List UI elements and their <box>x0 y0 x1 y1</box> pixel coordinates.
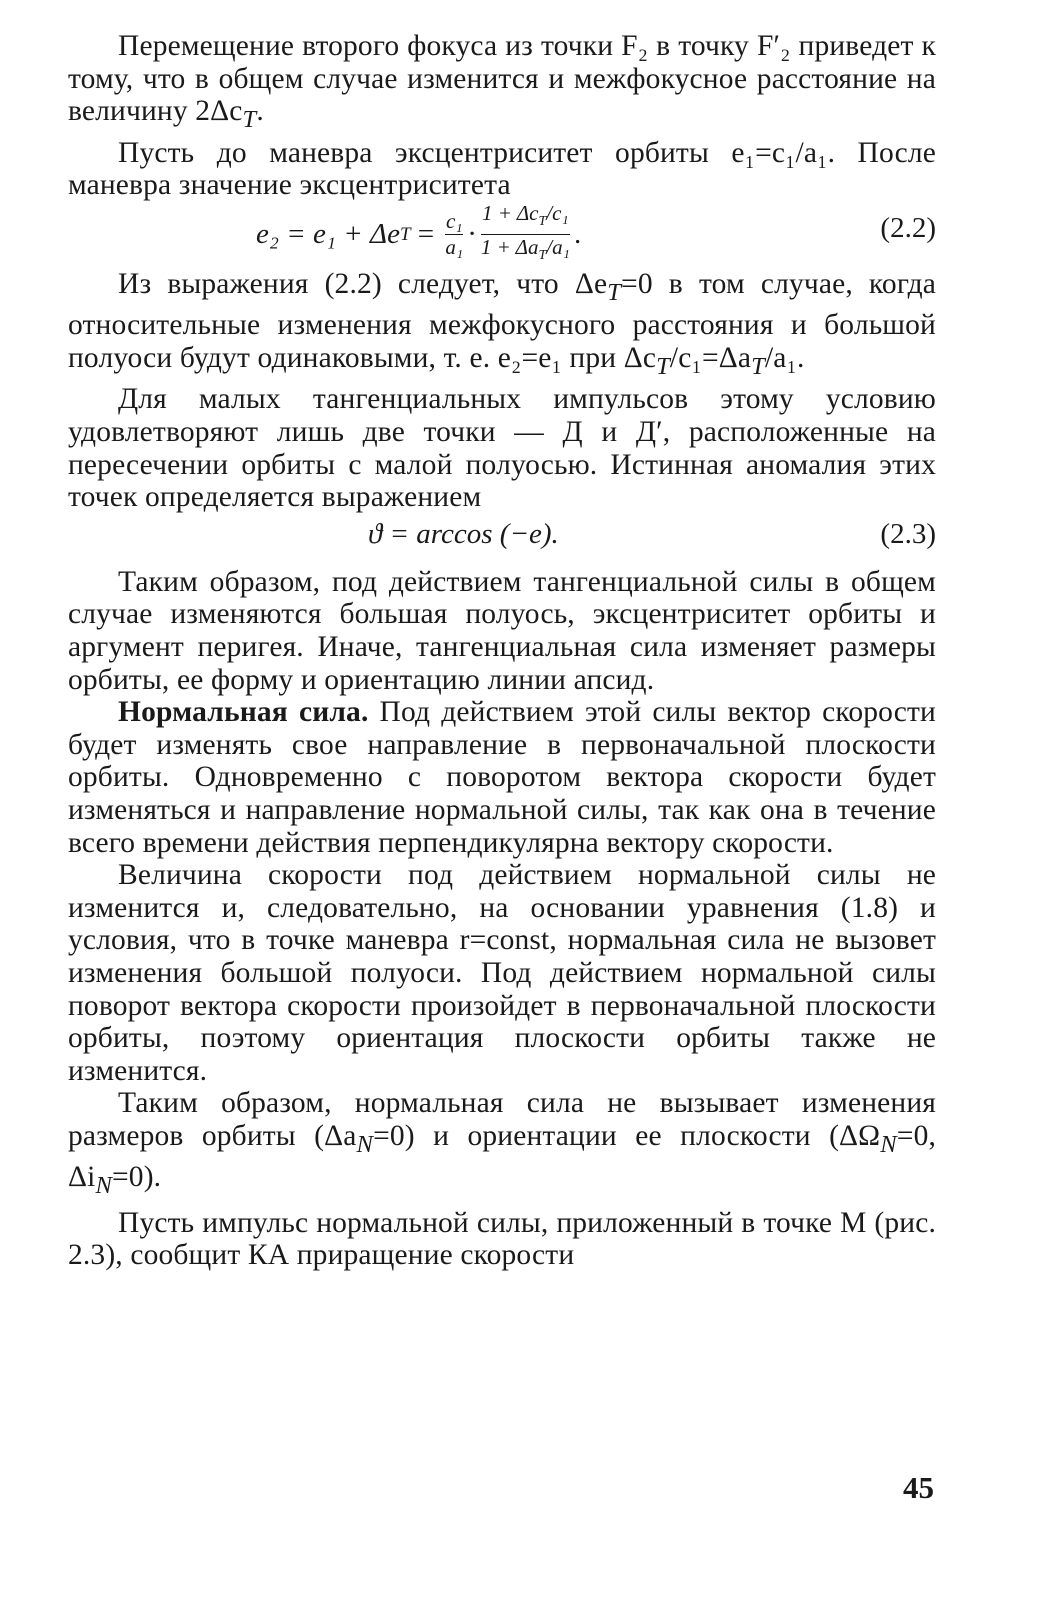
paragraph-8-mid: =0) и ориентации ее плоскости (ΔΩ <box>373 1119 881 1152</box>
paragraph-4-text: Для малых тангенциальных импульсов этому условию удовлетворяют лишь две точки — Д и Д′, расположенные на пересечении орбиты с малой полуосью. Истинная аномалия этих точек определяется выражением <box>68 383 936 514</box>
paragraph-3-text: Из выражения (2.2) следует, что Δe <box>118 267 608 300</box>
paragraph-8-mid-2: =0, Δi <box>68 1119 937 1194</box>
paragraph-5 <box>68 566 936 696</box>
paragraph-8-text: Таким образом, нормальная сила не вызывает изменения размеров орбиты (Δa <box>68 1087 936 1152</box>
equation-2-2-lhs: e₂ = e₁ + Δe <box>256 218 400 251</box>
equation-2-2-end: . <box>573 218 582 251</box>
equation-2-2-fraction-2-numerator-end: /c₁ <box>546 200 569 225</box>
paragraph-8-sub-3: N <box>95 1172 113 1200</box>
page-number: 45 <box>903 1470 934 1505</box>
paragraph-9 <box>68 1207 936 1272</box>
equation-2-2-fraction-2-denominator-sub: T <box>538 248 547 264</box>
paragraph-3-sub: T <box>607 278 622 306</box>
equation-2-2-fraction-2-numerator-sub: T <box>538 214 547 230</box>
paragraph-5-text: Таким образом, под действием тангенциальной силы в общем случае изменяются большая полуось, эксцентриситет орбиты и аргумент перигея. Иначе, тангенциальная сила изменяет размеры орбиты, ее форму и ориентацию линии апсид. <box>68 565 936 696</box>
equation-2-2-fraction-1-numerator: c₁ <box>445 209 463 234</box>
paragraph-3-sub-2: T <box>656 352 670 380</box>
paragraph-8-sub: N <box>356 1130 374 1158</box>
equation-2-3-expression: ϑ = arccos (−e). <box>368 517 559 550</box>
equation-2-2-fraction-2-denominator-end: /a₁ <box>546 235 570 260</box>
paragraph-8-sub-2: N <box>880 1130 897 1158</box>
paragraph-3-sub-3: T <box>751 352 765 380</box>
page-content <box>68 30 936 1272</box>
equation-2-2-fraction-1-denominator: a₁ <box>445 235 464 260</box>
paragraph-3-rest: =0 в том случае, когда относительные изменения межфокусного расстояния и большой полуоси будут одинаковыми, т. е. e₂=e₁ при Δc <box>68 267 936 374</box>
paragraph-3 <box>68 268 936 384</box>
equation-2-2 <box>68 202 936 264</box>
paragraph-2-text: Пусть до маневра эксцентриситет орбиты e₁=c₁/a₁. После маневра значение эксцентриситета <box>68 136 936 202</box>
equation-2-2-fraction-2-denominator-text: 1 + Δa <box>480 235 539 260</box>
paragraph-1-text: Перемещение второго фокуса из точки F₂ в точку F′₂ приведет к тому, что в общем случае изменится и межфокусное расстояние на величину 2Δc <box>68 30 936 128</box>
paragraph-1 <box>68 30 936 137</box>
equation-2-2-fraction-2-numerator <box>482 202 569 233</box>
paragraph-1-sub: T <box>242 106 257 134</box>
paragraph-3-mid: /c₁=Δa <box>669 341 752 374</box>
paragraph-2 <box>68 137 936 202</box>
paragraph-6-text: Под действием этой силы вектор скорости будет изменять свое направление в первоначальной плоскости орбиты. Одновременно с поворотом вектора скорости будет изменяться и направление нормальной силы, так как она в течение всего времени действия перпендикулярна вектору скорости. <box>68 696 936 859</box>
equation-2-2-fraction-2-denominator <box>481 236 570 267</box>
equation-2-2-equals: = <box>410 218 442 251</box>
paragraph-8 <box>68 1087 936 1203</box>
equation-2-2-body <box>256 202 581 267</box>
paragraph-7-text: Величина скорости под действием нормальной силы не изменится и, следовательно, на основании уравнения (1.8) и условия, что в точке маневра r=const, нормальная сила не вызовет изменения большой полуоси. Под действием нормальной силы поворот вектора скорости произойдет в первоначальной плоскости орбиты, поэтому ориентация плоскости орбиты также не изменится. <box>68 859 936 1087</box>
equation-2-2-lhs-sub: T <box>399 223 411 245</box>
equation-2-2-fraction-2 <box>481 202 570 267</box>
section-heading-normal-force: Нормальная сила. <box>118 696 369 729</box>
equation-2-2-fraction-1 <box>445 210 463 259</box>
paragraph-7 <box>68 859 936 1087</box>
equation-2-3-number: (2.3) <box>880 517 936 550</box>
paragraph-4 <box>68 383 936 513</box>
paragraph-1-end: . <box>256 95 264 128</box>
paragraph-6 <box>68 696 936 859</box>
equation-2-3 <box>68 514 936 562</box>
equation-2-2-dot: · <box>467 218 477 251</box>
paragraph-9-text: Пусть импульс нормальной силы, приложенный в точке M (рис. 2.3), сообщит КА приращение скорости <box>68 1206 936 1272</box>
paragraph-8-end: =0). <box>112 1161 162 1194</box>
equation-2-3-body <box>368 518 559 551</box>
paragraph-3-end: /a₁. <box>764 341 805 374</box>
equation-2-2-fraction-2-numerator-text: 1 + Δc <box>482 200 539 225</box>
equation-2-2-number: (2.2) <box>880 211 936 244</box>
